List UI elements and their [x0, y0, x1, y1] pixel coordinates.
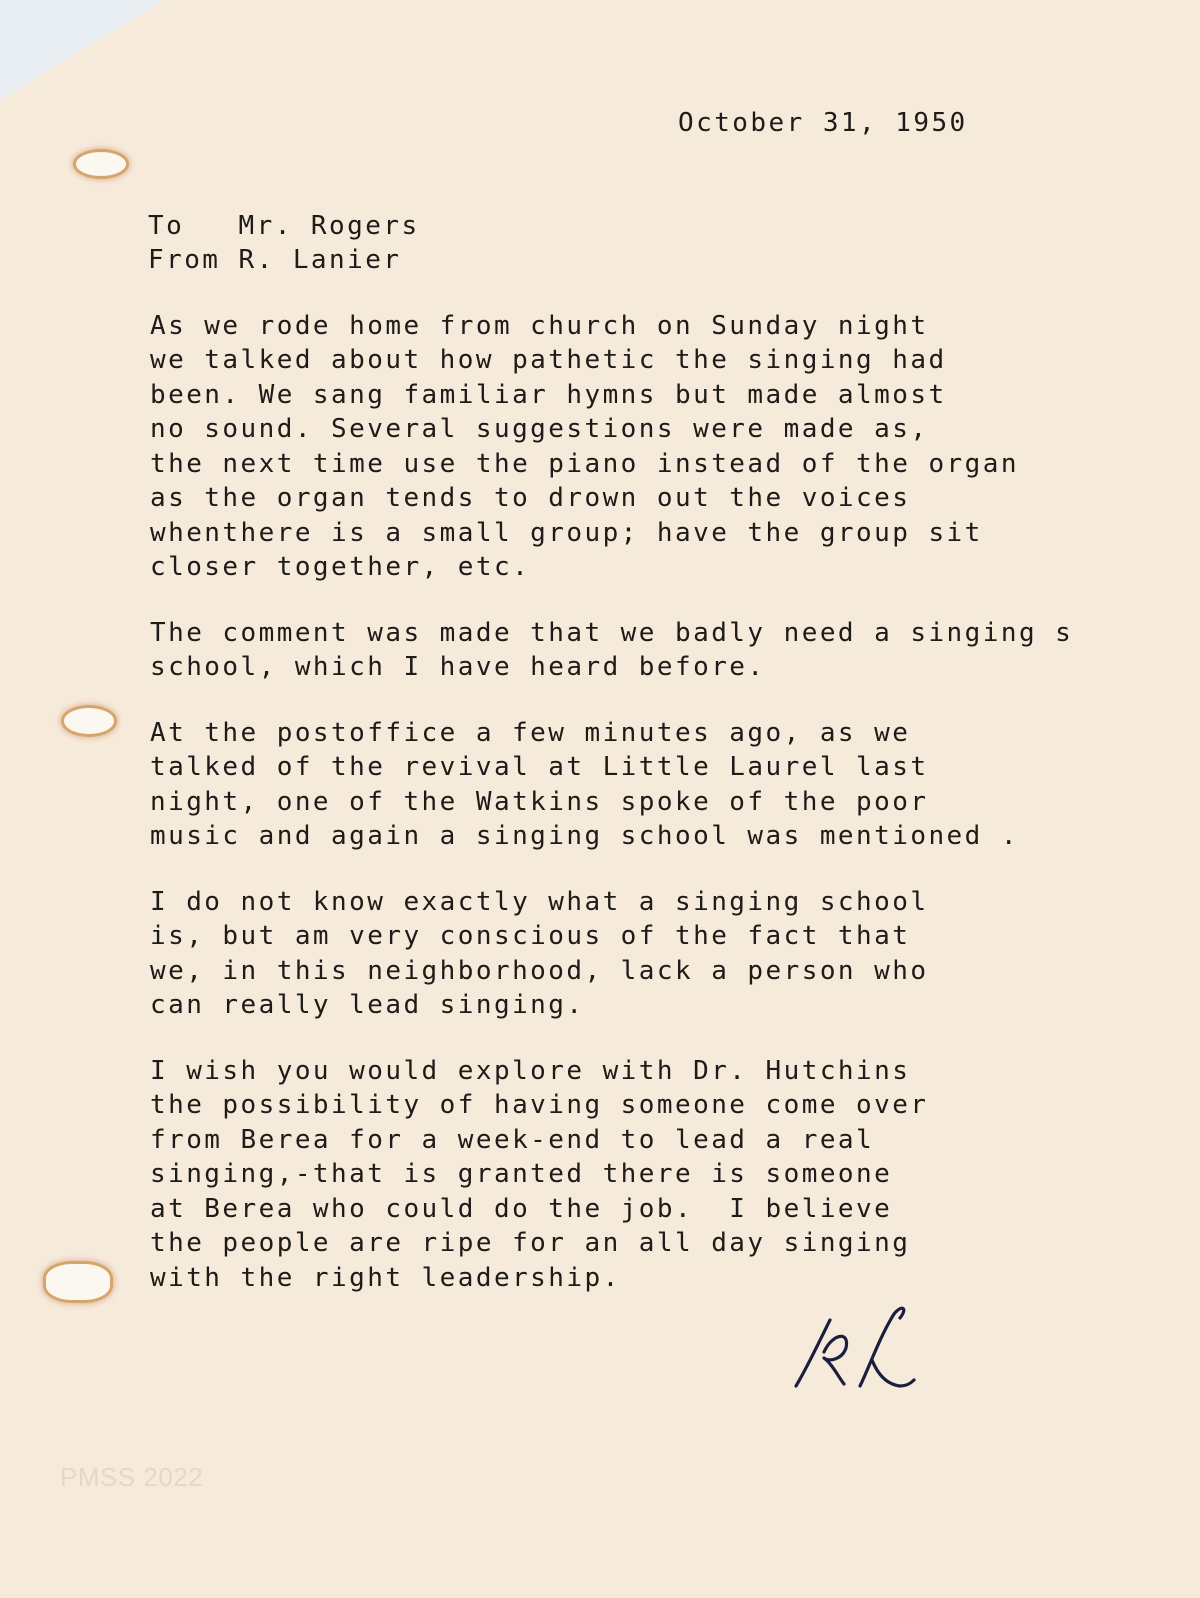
paragraph-line: talked of the revival at Little Laurel last	[150, 752, 929, 782]
paragraph-line: I wish you would explore with Dr. Hutchins	[150, 1056, 911, 1086]
paragraph-line: closer together, etc.	[150, 552, 531, 582]
handwritten-signature	[790, 1300, 920, 1400]
paragraph-line: we, in this neighborhood, lack a person who	[150, 956, 929, 986]
paragraph-line: as the organ tends to drown out the voices	[150, 483, 911, 513]
to-line: To Mr. Rogers	[148, 211, 420, 241]
punch-hole-bottom	[46, 1264, 110, 1300]
paragraph-line: is, but am very conscious of the fact that	[150, 921, 911, 951]
paragraph-line: the people are ripe for an all day singing	[150, 1228, 911, 1258]
paragraph-line: no sound. Several suggestions were made as,	[150, 414, 929, 444]
from-line: From R. Lanier	[148, 245, 402, 275]
paragraph-line: music and again a singing school was mentioned .	[150, 821, 1019, 851]
paragraph-line: we talked about how pathetic the singing had	[150, 345, 947, 375]
punch-hole-middle	[64, 708, 114, 734]
paragraph-line: can really lead singing.	[150, 990, 585, 1020]
paragraph-line: As we rode home from church on Sunday night	[150, 311, 929, 341]
punch-hole-top	[76, 152, 126, 176]
paragraph-line: the possibility of having someone come over	[150, 1090, 929, 1120]
paragraph-line: whenthere is a small group; have the group sit	[150, 518, 983, 548]
paragraph-line: the next time use the piano instead of the organ	[150, 449, 1019, 479]
paragraph-line: at Berea who could do the job. I believe	[150, 1194, 893, 1224]
letter-date: October 31, 1950	[678, 108, 968, 138]
archive-watermark: PMSS 2022	[60, 1462, 204, 1492]
folded-corner	[0, 0, 165, 100]
paragraph-line: school, which I have heard before.	[150, 652, 766, 682]
paragraph-line: I do not know exactly what a singing school	[150, 887, 929, 917]
paragraph-line: At the postoffice a few minutes ago, as we	[150, 718, 911, 748]
paragraph-line: with the right leadership.	[150, 1263, 621, 1293]
paragraph-line: been. We sang familiar hymns but made almost	[150, 380, 947, 410]
paragraph-line: singing,-that is granted there is someone	[150, 1159, 893, 1189]
paragraph-line: The comment was made that we badly need a singing s	[150, 618, 1074, 648]
paragraph-line: night, one of the Watkins spoke of the poor	[150, 787, 929, 817]
paragraph-line: from Berea for a week-end to lead a real	[150, 1125, 875, 1155]
